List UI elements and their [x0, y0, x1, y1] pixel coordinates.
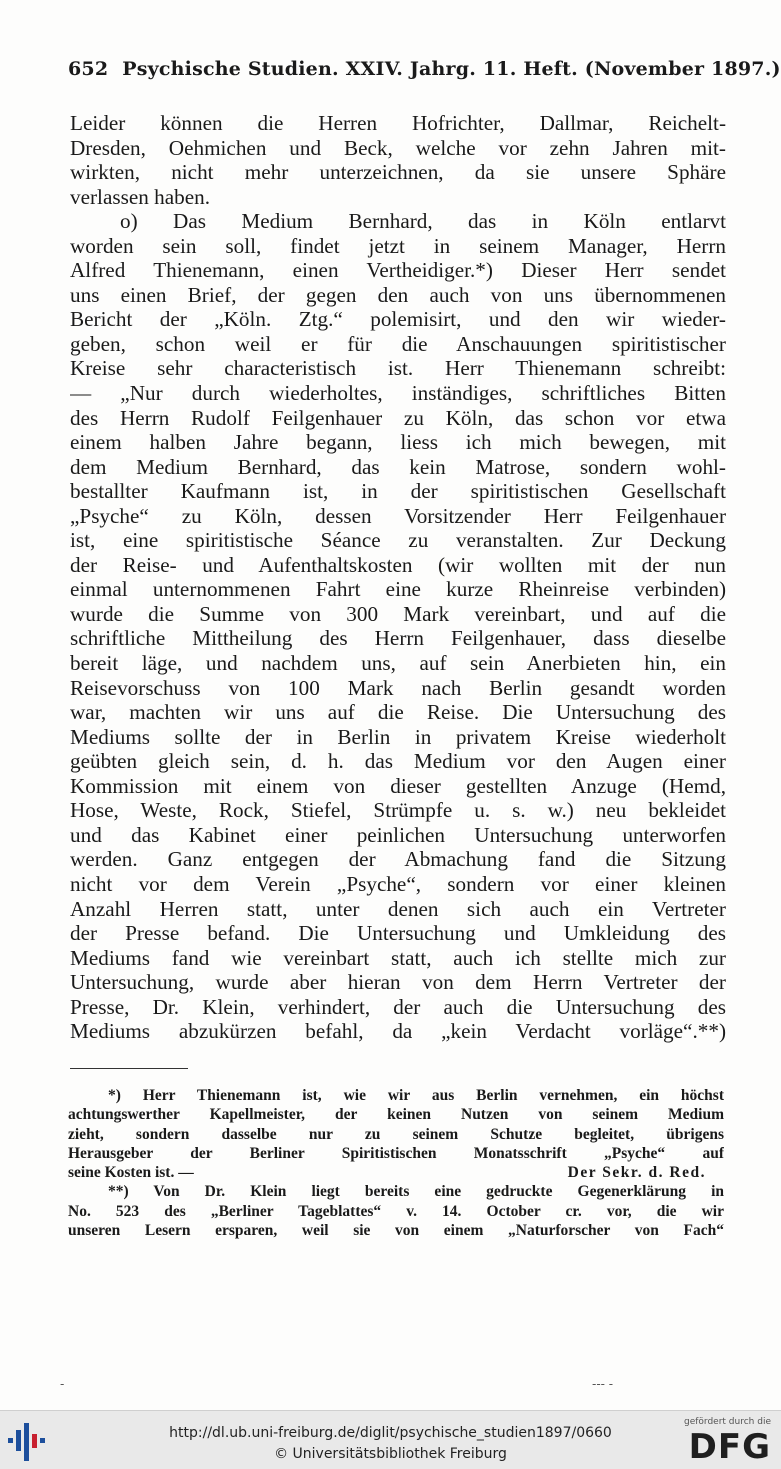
text-line: Leider können die Herren Hofrichter, Dallmar, Reichelt-	[70, 111, 726, 135]
scan-mark-right: --- -	[592, 1377, 614, 1391]
text-line: wurde die Summe von 300 Mark vereinbart, und auf die	[70, 601, 726, 626]
document-url-link[interactable]: http://dl.ub.uni-freiburg.de/diglit/psychische_studien1897/0660	[169, 1425, 612, 1441]
dfg-logo: DFG	[688, 1427, 771, 1467]
text-line: und das Kabinet einer peinlichen Untersuchung unterworfen	[70, 822, 726, 847]
text-line: schriftliche Mittheilung des Herrn Feilgenhauer, dass dieselbe	[70, 626, 726, 651]
text-line: der Reise- und Aufenthaltskosten (wir wollten mit der nun	[70, 552, 726, 577]
text-line: verlassen haben.	[70, 184, 211, 209]
text-line: — „Nur durch wiederholtes, inständiges, schriftliches Bitten	[70, 381, 726, 406]
footnote-line: Herausgeber der Berliner Spiritistischen Monatsschrift „Psyche“ auf	[68, 1144, 724, 1162]
footnote-signature: Der Sekr. d. Red.	[567, 1164, 706, 1182]
text-line: bereit läge, und nachdem uns, auf sein Anerbieten hin, ein	[70, 651, 726, 676]
text-line: bestallter Kaufmann ist, in der spiritistischen Gesellschaft	[70, 479, 726, 504]
text-line: Presse, Dr. Klein, verhindert, der auch die Untersuchung des	[70, 994, 726, 1019]
text-line: Reisevorschuss von 100 Mark nach Berlin gesandt worden	[70, 675, 726, 700]
text-line: der Presse befand. Die Untersuchung und Umkleidung des	[70, 921, 726, 946]
text-line: einem halben Jahre begann, liess ich mich bewegen, mit	[70, 430, 726, 455]
footnote-line	[68, 1163, 724, 1182]
running-header	[68, 58, 781, 80]
text-line: Alfred Thienemann, einen Vertheidiger.*) Dieser Herr sendet	[70, 258, 726, 283]
page-number: 652	[68, 58, 109, 80]
viewer-footer	[0, 1410, 781, 1469]
footnote-line: achtungswerther Kapellmeister, der keinen Nutzen von seinem Medium	[68, 1106, 724, 1124]
dfg-funding-note: gefördert durch die	[684, 1417, 771, 1427]
text-line: des Herrn Rudolf Feilgenhauer zu Köln, das schon vor etwa	[70, 405, 726, 430]
text-line: worden sein soll, findet jetzt in seinem Manager, Herrn	[70, 233, 726, 258]
text-line: Dresden, Oehmichen und Beck, welche vor zehn Jahren mit-	[70, 135, 726, 160]
main-text	[70, 111, 726, 1044]
scan-mark-left: -	[60, 1377, 65, 1391]
text-line: Kommission mit einem von dieser gestellten Anzuge (Hemd,	[70, 773, 726, 798]
footnote-line: **) Von Dr. Klein liegt bereits eine gedruckte Gegenerklärung in	[108, 1183, 724, 1201]
text-line: Kreise sehr characteristisch ist. Herr Thienemann schreibt:	[70, 356, 726, 381]
text-line: Anzahl Herren statt, unter denen sich auch ein Vertreter	[70, 896, 726, 921]
text-line: einmal unternommenen Fahrt eine kurze Rheinreise verbinden)	[70, 577, 726, 602]
text-line: war, machten wir uns auf die Reise. Die Untersuchung des	[70, 700, 726, 725]
text-line: ist, eine spiritistische Séance zu veranstalten. Zur Deckung	[70, 528, 726, 553]
footnote-separator	[70, 1068, 188, 1069]
text-line: dem Medium Bernhard, das kein Matrose, sondern wohl-	[70, 454, 726, 479]
footnotes	[68, 1086, 724, 1240]
footnote-line: *) Herr Thienemann ist, wie wir aus Berlin vernehmen, ein höchst	[108, 1087, 724, 1104]
copyright-text: © Universitätsbibliothek Freiburg	[274, 1446, 507, 1462]
text-line: o) Das Medium Bernhard, das in Köln entlarvt	[120, 209, 726, 234]
text-line: Untersuchung, wurde aber hieran von dem Herrn Vertreter der	[70, 970, 726, 995]
text-line: nicht vor dem Verein „Psyche“, sondern vor einer kleinen	[70, 871, 726, 896]
footnote-line: unseren Lesern ersparen, weil sie von einem „Naturforscher von Fach“	[68, 1222, 724, 1240]
text-line: geübten gleich sein, d. h. das Medium vor den Augen einer	[70, 749, 726, 774]
text-line: wirkten, nicht mehr unterzeichnen, da sie unsere Sphäre	[70, 160, 726, 185]
text-line: Hose, Weste, Rock, Stiefel, Strümpfe u. s. w.) neu bekleidet	[70, 798, 726, 823]
text-line: geben, schon weil er für die Anschauungen spiritistischer	[70, 331, 726, 356]
text-line: Bericht der „Köln. Ztg.“ polemisirt, und den wir wieder-	[70, 307, 726, 332]
footnote-line: No. 523 des „Berliner Tageblattes“ v. 14. October cr. vor, die wir	[68, 1202, 724, 1220]
footnote-line: zieht, sondern dasselbe nur zu seinem Schutze begleitet, übrigens	[68, 1125, 724, 1143]
text-line: „Psyche“ zu Köln, dessen Vorsitzender Herr Feilgenhauer	[70, 503, 726, 528]
text-line: werden. Ganz entgegen der Abmachung fand die Sitzung	[70, 847, 726, 872]
text-line: Mediums fand wie vereinbart statt, auch ich stellte mich zur	[70, 945, 726, 970]
running-title: Psychische Studien. XXIV. Jahrg. 11. Heft. (November 1897.)	[122, 58, 781, 80]
text-line: Mediums sollte der in Berlin in privatem Kreise wiederholt	[70, 724, 726, 749]
text-line: uns einen Brief, der gegen den auch von uns übernommenen	[70, 282, 726, 307]
footnote-text: seine Kosten ist. —	[68, 1164, 194, 1182]
text-line: Mediums abzukürzen befahl, da „kein Verdacht vorläge“.**)	[70, 1019, 726, 1044]
